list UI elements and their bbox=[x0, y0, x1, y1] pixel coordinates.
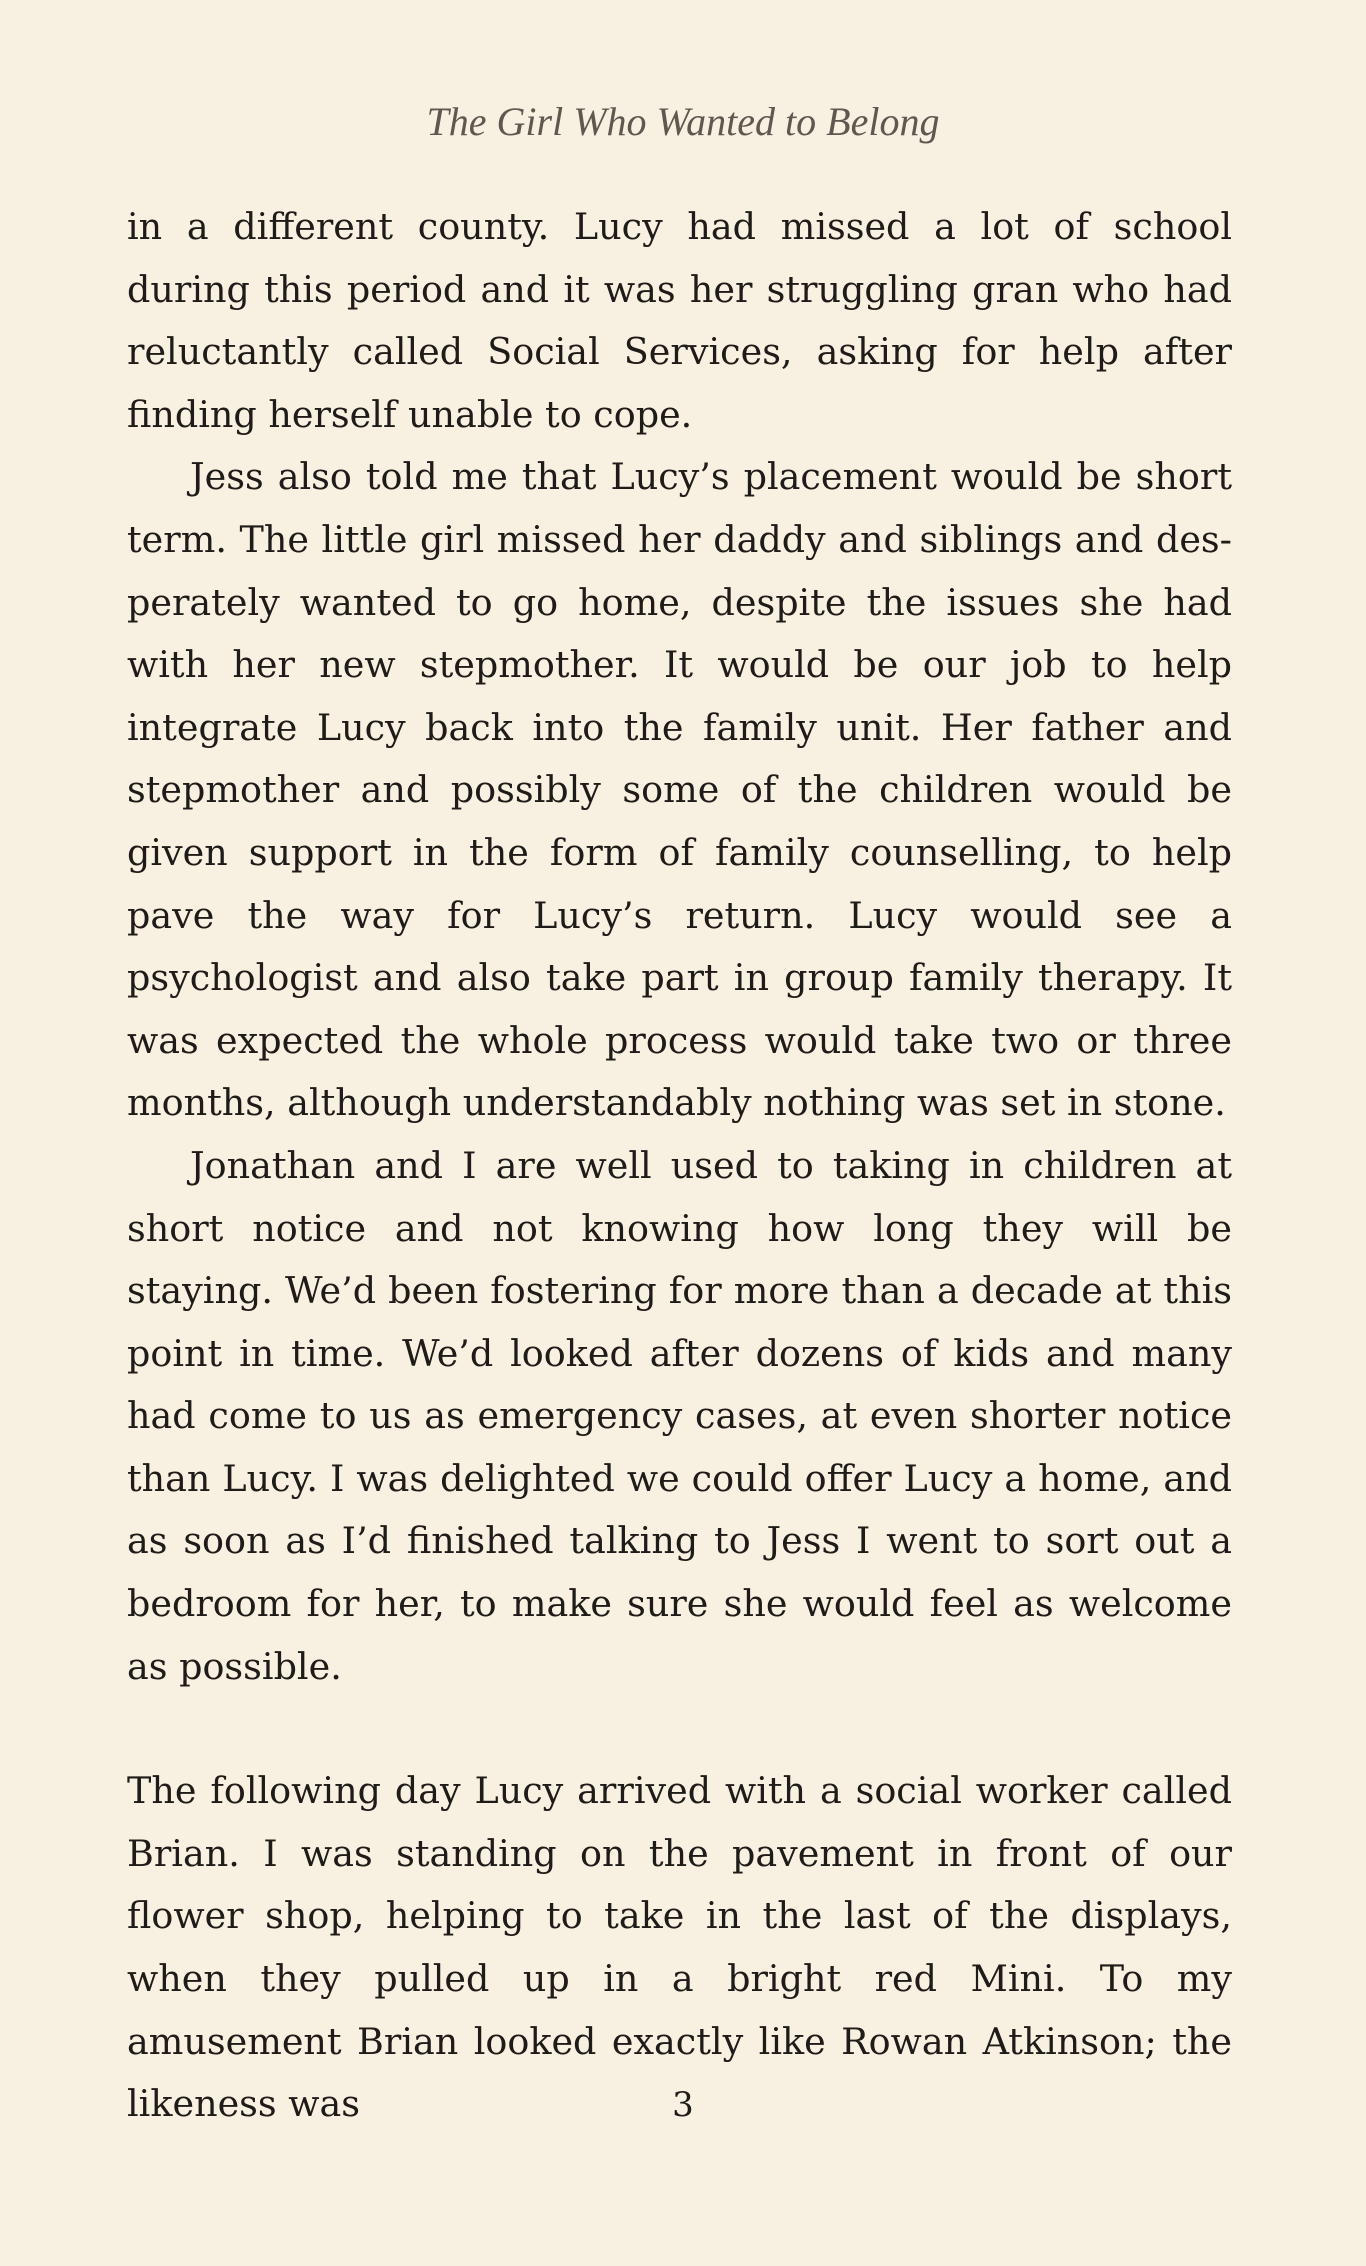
paragraph-2: Jess also told me that Lucy’s placement would be short term. The little girl missed her daddy and siblings and desperately wanted to go home, despite the issues she had with her new stepmother. It would be our job to help integrate Lucy back into the family unit. Her father and stepmother and possibly some of the children would be given support in the form of family counselling, to help pave the way for Lucy’s return. Lucy would see a psychologist and also take part in group family therapy. It was expected the whole process would take two or three months, although understandably nothing was set in stone. bbox=[127, 455, 1232, 1125]
paragraph-1: in a different county. Lucy had missed a lot of school during this period and it was her struggling gran who had reluctantly called Social Services, asking for help after finding herself unable to cope. bbox=[127, 205, 1232, 436]
running-head-title: The Girl Who Wanted to Belong bbox=[426, 99, 940, 144]
body-text bbox=[127, 196, 1232, 2136]
paragraph-3: Jonathan and I are well used to taking in children at short notice and not knowing how long they will be staying. We’d been fostering for more than a decade at this point in time. We’d looked after dozens of kids and many had come to us as emergency cases, at even shorter notice than Lucy. I was delighted we could offer Lucy a home, and as soon as I’d finished talking to Jess I went to sort out a bedroom for her, to make sure she would feel as welcome as possible. bbox=[127, 1143, 1232, 1688]
paragraph-4: The following day Lucy arrived with a social worker called Brian. I was standing on the pavement in front of our flower shop, helping to take in the last of the displays, when they pulled up in a bright red Mini. To my amusement Brian looked exactly like Rowan Atkinson; the likeness was bbox=[127, 1769, 1232, 2126]
page-number: 3 bbox=[672, 2085, 694, 2125]
